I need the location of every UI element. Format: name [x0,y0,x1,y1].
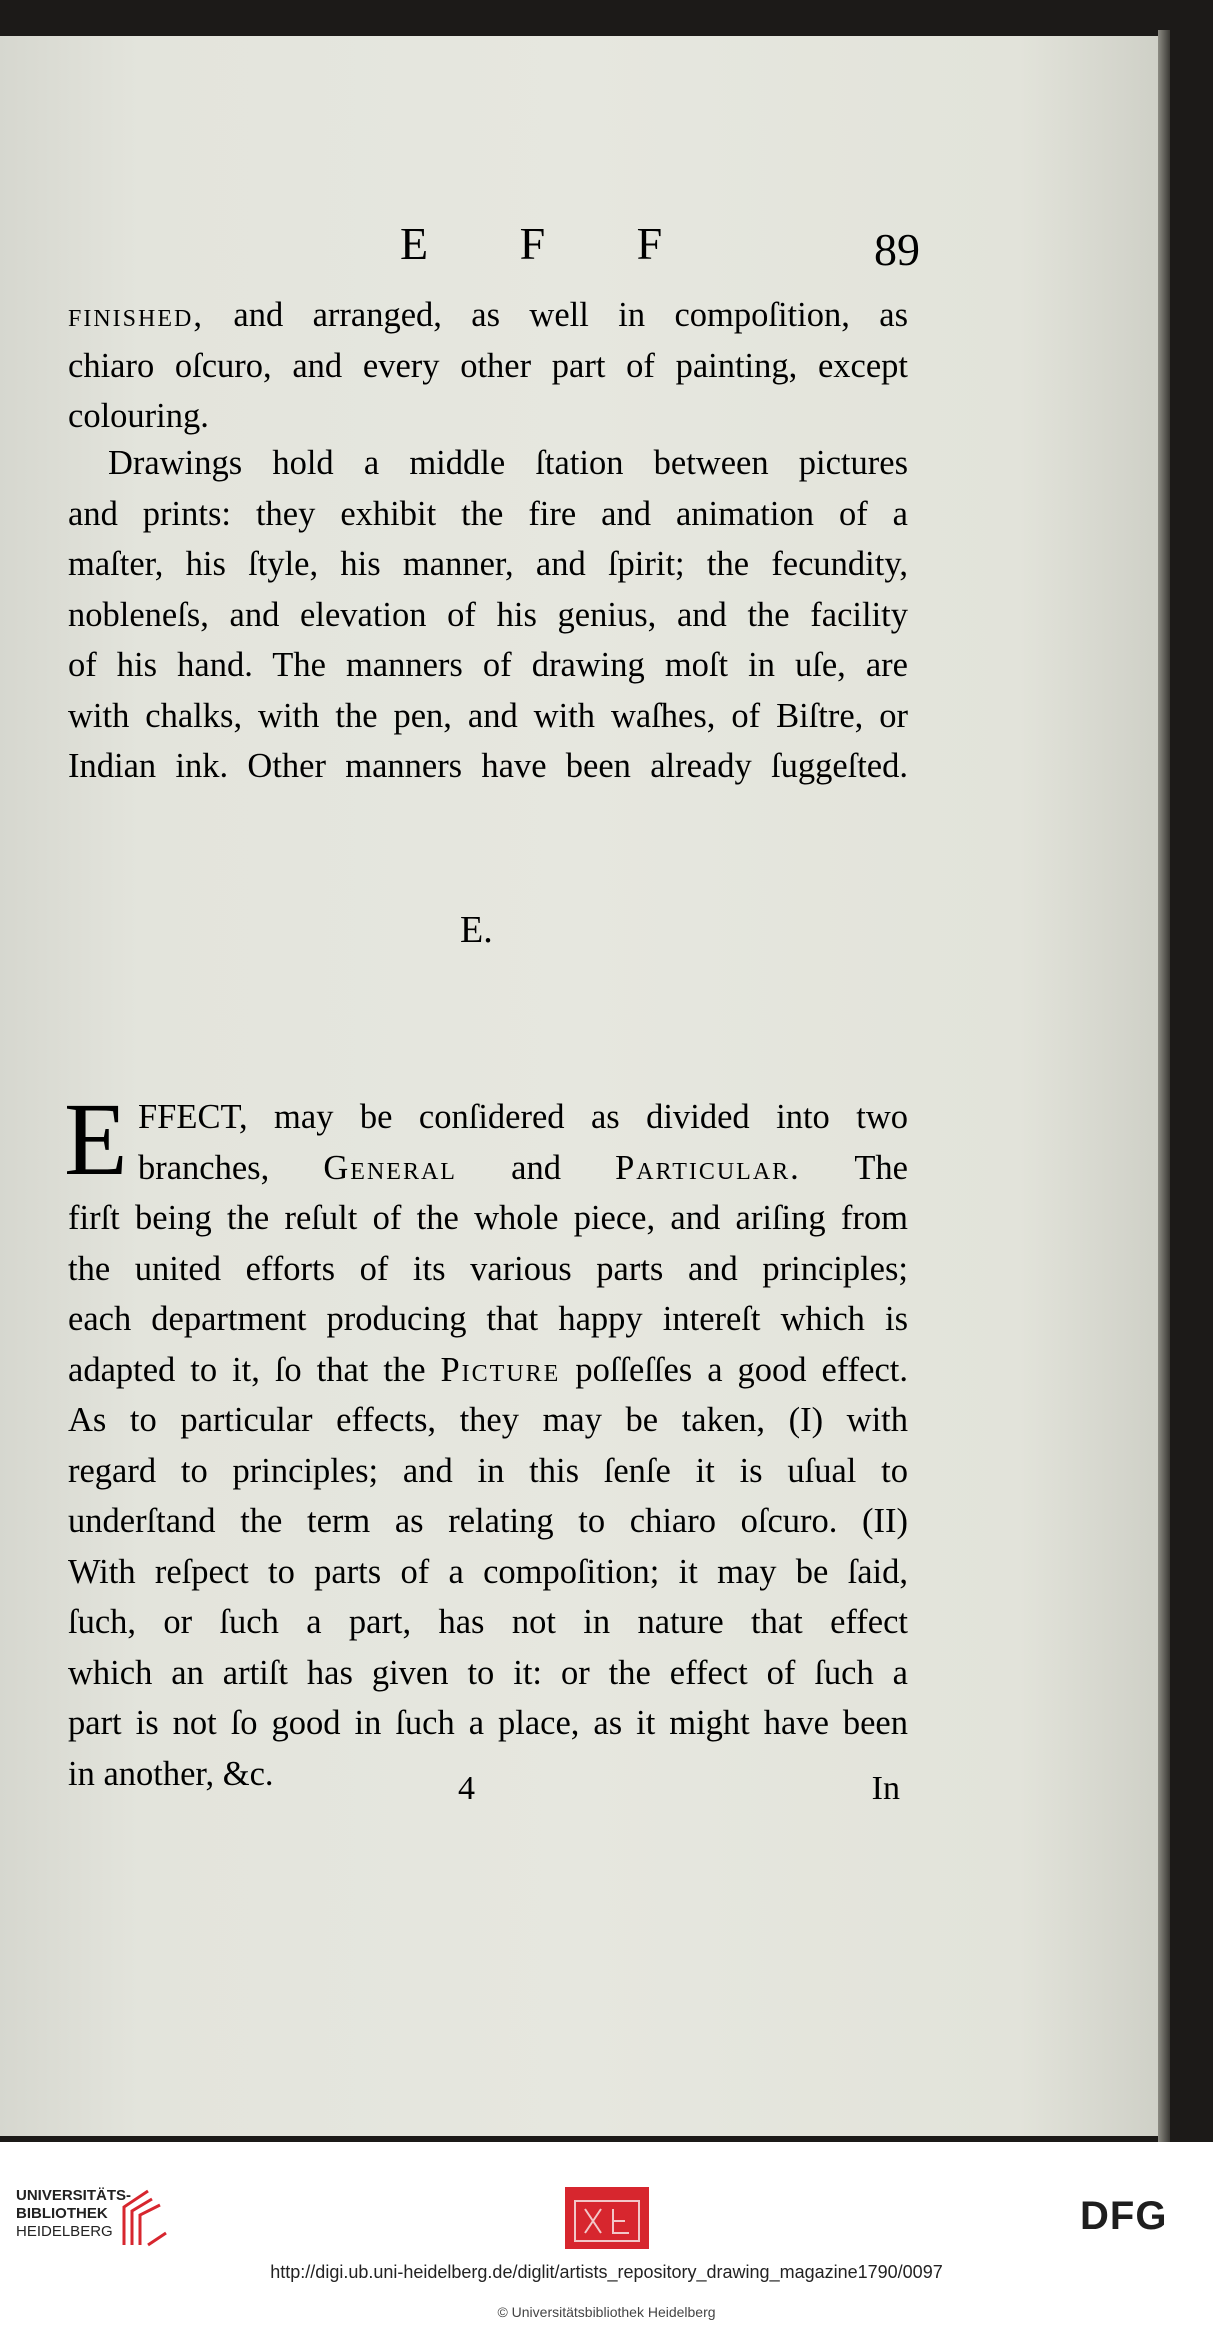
text-line: each department producing that happy intereſt which is [68,1300,908,1338]
text-line: part is not ſo good in ſuch a place, as it might have been [68,1704,908,1742]
text-line: the united efforts of its various parts and principles; [68,1249,908,1288]
section-heading: E. [460,909,493,951]
text-line: in another, &c. [68,1754,274,1793]
text-line: nobleneſs, and elevation of his genius, and the facility [68,595,908,634]
text-line: With reſpect to parts of a compoſition; it may be ſaid, [68,1552,908,1591]
text-line: chiaro oſcuro, and every other part of painting, except [68,346,908,385]
paragraph-effect [68,1092,908,1799]
page-edge [1158,30,1170,2142]
running-head [400,177,920,275]
text-line: which an artiſt has given to it: or the effect of ſuch a [68,1653,908,1692]
smallcaps-word: General [323,1148,457,1187]
running-head-title: E F F [400,218,703,269]
text-line: firſt being the reſult of the whole piece, and ariſing from [68,1199,908,1237]
project-logo-icon[interactable] [565,2187,649,2249]
smallcaps-word: Picture [440,1350,561,1389]
catchline [420,1770,900,1820]
copyright-notice: © Universitätsbibliothek Heidelberg [497,2304,716,2320]
smallcaps-word: finished, [68,296,204,334]
text-line: As to particular effects, they may be taken, (I) with [68,1401,908,1439]
text-line: Drawings hold a middle ſtation between pictures [108,444,908,482]
catchword: In [871,1770,900,1807]
source-url-link[interactable]: http://digi.ub.uni-heidelberg.de/diglit/artists_repository_drawing_magazine1790/0097 [270,2262,943,2282]
text-line: branches, General and Particular. The [138,1148,908,1187]
paragraph-finished [68,290,908,442]
text-line: regard to principles; and in this ſenſe it is uſual to [68,1451,908,1490]
text-line: maſter, his ſtyle, his manner, and ſpirit; the fecundity, [68,545,908,583]
dfg-logo[interactable]: DFG [1080,2194,1168,2238]
paragraph-drawings [68,438,908,792]
smallcaps-word: Particular. [615,1148,801,1187]
text-line: of his hand. The manners of drawing moſt in uſe, are [68,646,908,684]
signature-mark: 4 [458,1770,475,1807]
library-logo[interactable]: UNIVERSITÄTS- BIBLIOTHEK HEIDELBERG [16,2187,132,2240]
text-line: colouring. [68,397,209,435]
text-line: Indian ink. Other manners have been already ſuggeſted. [68,747,908,785]
text-line: and prints: they exhibit the fire and animation of a [68,494,908,533]
text-line: with chalks, with the pen, and with waſhes, of Biſtre, or [68,696,908,735]
digitization-footer [0,2142,1213,2332]
text-line: ſuch, or ſuch a part, has not in nature that effect [68,1603,908,1641]
text-line: finished, and arranged, as well in compoſition, as [68,296,908,334]
page-number: 89 [874,224,920,275]
library-mark-icon [118,2187,168,2249]
text-line: underſtand the term as relating to chiaro oſcuro. (II) [68,1502,908,1540]
text-line: FFECT, may be conſidered as divided into two [138,1098,908,1136]
drop-cap: E [64,1082,128,1197]
text-line: adapted to it, ſo that the Picture poſſeſſes a good effect. [68,1350,908,1389]
